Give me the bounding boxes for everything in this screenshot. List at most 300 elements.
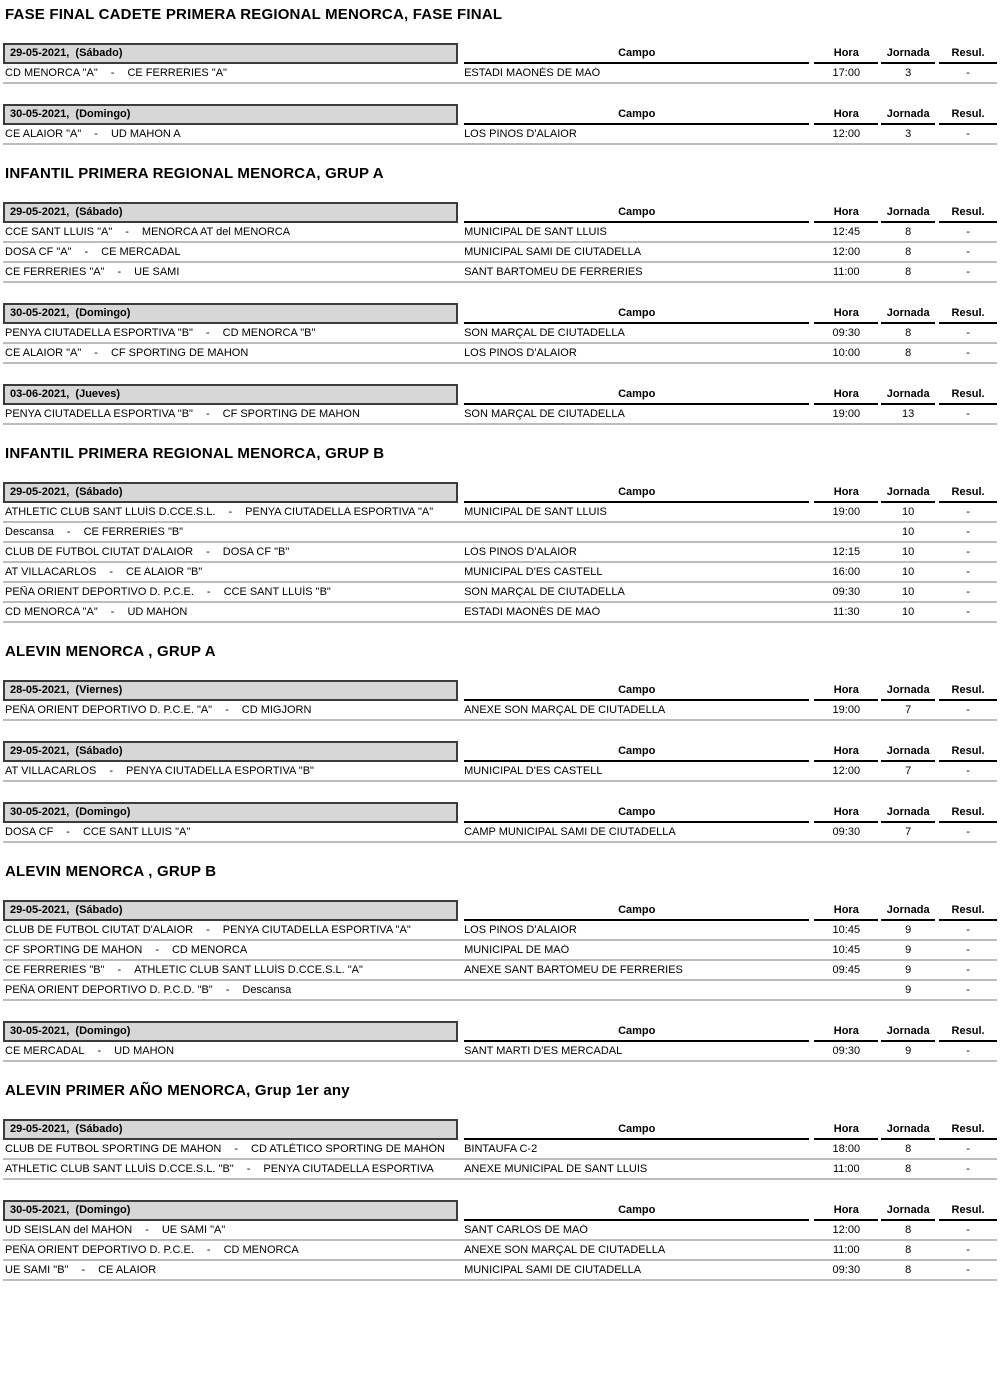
- match-hora: 12:00: [832, 246, 861, 258]
- match-resul: -: [966, 67, 970, 79]
- away-team: CD ATLÉTICO SPORTING DE MAHÓN: [251, 1143, 445, 1155]
- match-jornada: 8: [905, 1244, 912, 1256]
- match-teams: [3, 226, 458, 238]
- match-jornada: 13: [902, 408, 915, 420]
- home-team: CF SPORTING DE MAHON: [5, 944, 143, 956]
- match-campo: ESTADI MAONÉS DE MAÓ: [464, 67, 601, 79]
- home-team: CD MENORCA "A": [5, 67, 98, 79]
- match-jornada: 7: [905, 704, 912, 716]
- teams-separator: -: [110, 606, 115, 618]
- date-header: 30-05-2021, (Domingo): [3, 802, 458, 823]
- match-hora: 09:30: [832, 1264, 861, 1276]
- match-hora: 17:00: [832, 67, 861, 79]
- match-jornada: 9: [905, 924, 912, 936]
- match-teams: [3, 67, 458, 79]
- match-jornada: 9: [905, 1045, 912, 1057]
- match-campo: ANEXE SON MARÇAL DE CIUTADELLA: [464, 1244, 666, 1256]
- match-resul: -: [966, 606, 970, 618]
- match-row: [3, 223, 997, 243]
- home-team: CD MENORCA "A": [5, 606, 98, 618]
- home-team: CCE SANT LLUIS "A": [5, 226, 113, 238]
- match-campo: SON MARÇAL DE CIUTADELLA: [464, 327, 625, 339]
- column-header-jornada: Jornada: [881, 806, 935, 823]
- match-hora: 09:45: [832, 964, 861, 976]
- home-team: CLUB DE FUTBOL SPORTING DE MAHON: [5, 1143, 222, 1155]
- date-header: 03-06-2021, (Jueves): [3, 384, 458, 405]
- column-header-hora: Hora: [814, 904, 878, 921]
- match-hora: 09:30: [832, 1045, 861, 1057]
- home-team: AT VILLACARLOS: [5, 566, 97, 578]
- match-hora: 11:00: [832, 1244, 860, 1256]
- table-header-row: [3, 43, 997, 64]
- date-header: 30-05-2021, (Domingo): [3, 303, 458, 324]
- teams-separator: -: [206, 586, 211, 598]
- table-header-row: [3, 303, 997, 324]
- date-group: [3, 202, 997, 283]
- match-resul: -: [966, 1045, 970, 1057]
- away-team: CE ALAIOR "B": [125, 566, 203, 578]
- match-hora: 10:45: [832, 924, 861, 936]
- column-header-campo: Campo: [464, 684, 809, 701]
- match-jornada: 10: [902, 606, 915, 618]
- section-title: INFANTIL PRIMERA REGIONAL MENORCA, GRUP B: [5, 445, 385, 462]
- column-header-campo: Campo: [464, 307, 809, 324]
- league-section: [3, 1082, 997, 1281]
- match-hora: 19:00: [832, 408, 861, 420]
- teams-separator: -: [109, 765, 113, 777]
- match-jornada: 9: [905, 984, 912, 996]
- section-title: FASE FINAL CADETE PRIMERA REGIONAL MENORCA, FASE FINAL: [5, 6, 503, 23]
- match-teams: [3, 1045, 458, 1057]
- match-jornada: 8: [905, 246, 912, 258]
- match-campo: ANEXE MUNICIPAL DE SANT LLUIS: [464, 1163, 648, 1175]
- match-resul: -: [966, 526, 970, 538]
- column-header-hora: Hora: [814, 684, 878, 701]
- date-group: [3, 802, 997, 843]
- teams-separator: -: [225, 984, 230, 996]
- match-campo: SANT CARLOS DE MAÓ: [464, 1224, 588, 1236]
- match-resul: -: [966, 1143, 970, 1155]
- match-campo: SON MARÇAL DE CIUTADELLA: [464, 408, 625, 420]
- match-resul: -: [966, 964, 970, 976]
- match-jornada: 8: [905, 1264, 912, 1276]
- column-header-jornada: Jornada: [881, 1204, 935, 1221]
- match-resul: -: [966, 128, 970, 140]
- away-team: CD MENORCA "B": [222, 327, 316, 339]
- match-jornada: 8: [905, 1143, 912, 1155]
- column-header-campo: Campo: [464, 486, 809, 503]
- teams-separator: -: [109, 566, 113, 578]
- match-campo: LOS PINOS D'ALAIOR: [464, 128, 577, 140]
- date-header: 29-05-2021, (Sábado): [3, 43, 458, 64]
- home-team: DOSA CF "A": [5, 246, 72, 258]
- date-header: 29-05-2021, (Sábado): [3, 202, 458, 223]
- match-resul: -: [966, 266, 970, 278]
- home-team: DOSA CF: [5, 826, 54, 838]
- column-header-hora: Hora: [814, 1025, 878, 1042]
- match-jornada: 8: [905, 1224, 912, 1236]
- match-teams: [3, 1224, 458, 1236]
- match-row: [3, 1160, 997, 1180]
- away-team: CE MERCADAL: [101, 246, 181, 258]
- teams-separator: -: [205, 408, 210, 420]
- table-header-row: [3, 680, 997, 701]
- home-team: AT VILLACARLOS: [5, 765, 97, 777]
- home-team: PEÑA ORIENT DEPORTIVO D. P.C.E.: [5, 586, 194, 598]
- match-resul: -: [966, 408, 970, 420]
- teams-separator: -: [94, 128, 98, 140]
- date-header: 29-05-2021, (Sábado): [3, 741, 458, 762]
- date-group: [3, 900, 997, 1001]
- match-row: [3, 563, 997, 583]
- match-row: [3, 823, 997, 843]
- match-row: [3, 583, 997, 603]
- away-team: UD MAHON: [114, 1045, 175, 1057]
- match-campo: ANEXE SON MARÇAL DE CIUTADELLA: [464, 704, 666, 716]
- match-campo: MUNICIPAL DE SANT LLUIS: [464, 226, 607, 238]
- column-header-resul: Resul.: [939, 806, 997, 823]
- match-row: [3, 762, 997, 782]
- table-header-row: [3, 384, 997, 405]
- column-header-resul: Resul.: [939, 1025, 997, 1042]
- home-team: Descansa: [5, 526, 54, 538]
- match-campo: SANT BARTOMEU DE FERRERIES: [464, 266, 643, 278]
- column-header-hora: Hora: [814, 486, 878, 503]
- column-header-campo: Campo: [464, 1204, 809, 1221]
- column-header-jornada: Jornada: [881, 206, 935, 223]
- table-header-row: [3, 802, 997, 823]
- teams-separator: -: [97, 1045, 102, 1057]
- away-team: CD MIGJORN: [241, 704, 312, 716]
- section-title: ALEVIN MENORCA , GRUP B: [5, 863, 217, 880]
- match-teams: [3, 944, 458, 956]
- match-campo: SON MARÇAL DE CIUTADELLA: [464, 586, 625, 598]
- match-row: [3, 125, 997, 145]
- match-row: [3, 941, 997, 961]
- match-teams: [3, 546, 458, 558]
- teams-separator: -: [110, 67, 115, 79]
- column-header-hora: Hora: [814, 206, 878, 223]
- home-team: PENYA CIUTADELLA ESPORTIVA "B": [5, 408, 193, 420]
- home-team: CE FERRERIES "B": [5, 964, 105, 976]
- match-teams: [3, 1244, 458, 1256]
- column-header-campo: Campo: [464, 47, 809, 64]
- date-header: 29-05-2021, (Sábado): [3, 482, 458, 503]
- away-team: ATHLETIC CLUB SANT LLUÍS D.CCE.S.L. "A": [134, 964, 363, 976]
- teams-separator: -: [155, 944, 159, 956]
- date-group: [3, 43, 997, 84]
- table-header-row: [3, 1119, 997, 1140]
- date-header: 29-05-2021, (Sábado): [3, 900, 458, 921]
- column-header-jornada: Jornada: [881, 904, 935, 921]
- section-title: INFANTIL PRIMERA REGIONAL MENORCA, GRUP A: [5, 165, 384, 182]
- section-title: ALEVIN MENORCA , GRUP A: [5, 643, 216, 660]
- match-campo: MUNICIPAL DE SANT LLUIS: [464, 506, 607, 518]
- match-hora: 10:00: [832, 347, 861, 359]
- match-hora: 09:30: [832, 327, 861, 339]
- date-group: [3, 741, 997, 782]
- away-team: UE SAMI: [134, 266, 180, 278]
- match-teams: [3, 964, 458, 976]
- match-resul: -: [966, 704, 970, 716]
- away-team: PENYA CIUTADELLA ESPORTIVA: [263, 1163, 434, 1175]
- match-campo: BINTAUFA C-2: [464, 1143, 538, 1155]
- match-teams: [3, 924, 458, 936]
- teams-separator: -: [125, 226, 129, 238]
- match-teams: [3, 506, 458, 518]
- teams-separator: -: [117, 964, 122, 976]
- match-teams: [3, 1163, 458, 1175]
- column-header-jornada: Jornada: [881, 108, 935, 125]
- league-section: [3, 165, 997, 425]
- match-teams: [3, 765, 458, 777]
- match-teams: [3, 586, 458, 598]
- match-row: [3, 1140, 997, 1160]
- teams-separator: -: [117, 266, 122, 278]
- date-header: 30-05-2021, (Domingo): [3, 1021, 458, 1042]
- away-team: CCE SANT LLUÍS "B": [223, 586, 331, 598]
- match-resul: -: [966, 347, 970, 359]
- match-teams: [3, 704, 458, 716]
- table-header-row: [3, 482, 997, 503]
- league-section: [3, 6, 997, 145]
- match-jornada: 3: [905, 128, 912, 140]
- away-team: CE FERRERIES "B": [83, 526, 184, 538]
- teams-separator: -: [206, 1244, 211, 1256]
- teams-separator: -: [145, 1224, 149, 1236]
- column-header-resul: Resul.: [939, 1204, 997, 1221]
- match-resul: -: [966, 246, 970, 258]
- away-team: CE ALAIOR: [98, 1264, 157, 1276]
- match-hora: 09:30: [832, 586, 861, 598]
- away-team: PENYA CIUTADELLA ESPORTIVA "B": [125, 765, 314, 777]
- match-teams: [3, 246, 458, 258]
- match-resul: -: [966, 226, 970, 238]
- date-group: [3, 482, 997, 623]
- match-campo: MUNICIPAL SAMI DE CIUTADELLA: [464, 246, 642, 258]
- home-team: CE FERRERIES "A": [5, 266, 105, 278]
- match-teams: [3, 347, 458, 359]
- column-header-campo: Campo: [464, 904, 809, 921]
- match-resul: -: [966, 1264, 970, 1276]
- match-teams: [3, 1143, 458, 1155]
- column-header-campo: Campo: [464, 206, 809, 223]
- home-team: CE ALAIOR "A": [5, 128, 82, 140]
- column-header-jornada: Jornada: [881, 307, 935, 324]
- home-team: ATHLETIC CLUB SANT LLUÍS D.CCE.S.L.: [5, 506, 216, 518]
- teams-separator: -: [206, 924, 210, 936]
- match-teams: [3, 128, 458, 140]
- column-header-resul: Resul.: [939, 206, 997, 223]
- column-header-hora: Hora: [814, 1123, 878, 1140]
- column-header-hora: Hora: [814, 108, 878, 125]
- league-section: [3, 643, 997, 843]
- teams-separator: -: [66, 826, 70, 838]
- match-hora: 12:00: [832, 128, 861, 140]
- match-jornada: 8: [905, 327, 912, 339]
- match-jornada: 10: [902, 526, 915, 538]
- match-jornada: 8: [905, 266, 912, 278]
- home-team: CE MERCADAL: [5, 1045, 85, 1057]
- away-team: DOSA CF "B": [222, 546, 290, 558]
- date-header: 29-05-2021, (Sábado): [3, 1119, 458, 1140]
- teams-separator: -: [234, 1143, 239, 1155]
- match-resul: -: [966, 924, 970, 936]
- home-team: CLUB DE FUTBOL CIUTAT D'ALAIOR: [5, 546, 194, 558]
- column-header-hora: Hora: [814, 307, 878, 324]
- teams-separator: -: [84, 246, 89, 258]
- column-header-hora: Hora: [814, 806, 878, 823]
- date-group: [3, 1119, 997, 1180]
- match-row: [3, 1261, 997, 1281]
- teams-separator: -: [206, 546, 210, 558]
- match-resul: -: [966, 1244, 970, 1256]
- match-resul: -: [966, 546, 970, 558]
- home-team: PENYA CIUTADELLA ESPORTIVA "B": [5, 327, 193, 339]
- column-header-resul: Resul.: [939, 486, 997, 503]
- match-teams: [3, 266, 458, 278]
- match-row: [3, 503, 997, 523]
- column-header-jornada: Jornada: [881, 745, 935, 762]
- date-group: [3, 104, 997, 145]
- away-team: CD MENORCA: [223, 1244, 299, 1256]
- home-team: PEÑA ORIENT DEPORTIVO D. P.C.E. "A": [5, 704, 213, 716]
- match-resul: -: [966, 566, 970, 578]
- match-campo: LOS PINOS D'ALAIOR: [464, 924, 577, 936]
- table-header-row: [3, 741, 997, 762]
- teams-separator: -: [225, 704, 229, 716]
- column-header-campo: Campo: [464, 745, 809, 762]
- match-row: [3, 523, 997, 543]
- match-resul: -: [966, 1224, 970, 1236]
- match-jornada: 8: [905, 226, 912, 238]
- date-header: 28-05-2021, (Viernes): [3, 680, 458, 701]
- match-jornada: 10: [902, 546, 915, 558]
- teams-separator: -: [205, 327, 210, 339]
- match-campo: MUNICIPAL D'ES CASTELL: [464, 566, 603, 578]
- match-hora: 12:45: [832, 226, 861, 238]
- column-header-resul: Resul.: [939, 1123, 997, 1140]
- match-row: [3, 543, 997, 563]
- match-jornada: 7: [905, 826, 912, 838]
- match-hora: 11:30: [832, 606, 860, 618]
- away-team: MENORCA AT del MENORCA: [141, 226, 291, 238]
- match-jornada: 10: [902, 586, 915, 598]
- column-header-campo: Campo: [464, 108, 809, 125]
- teams-separator: -: [94, 347, 98, 359]
- match-resul: -: [966, 327, 970, 339]
- home-team: ATHLETIC CLUB SANT LLUÍS D.CCE.S.L. "B": [5, 1163, 234, 1175]
- match-teams: [3, 408, 458, 420]
- table-header-row: [3, 900, 997, 921]
- home-team: PEÑA ORIENT DEPORTIVO D. P.C.D. "B": [5, 984, 213, 996]
- match-resul: -: [966, 984, 970, 996]
- column-header-campo: Campo: [464, 806, 809, 823]
- away-team: CE FERRERIES "A": [127, 67, 227, 79]
- match-campo: LOS PINOS D'ALAIOR: [464, 347, 577, 359]
- column-header-hora: Hora: [814, 745, 878, 762]
- match-hora: 18:00: [832, 1143, 861, 1155]
- match-campo: MUNICIPAL D'ES CASTELL: [464, 765, 603, 777]
- column-header-hora: Hora: [814, 47, 878, 64]
- match-jornada: 8: [905, 1163, 912, 1175]
- date-header: 30-05-2021, (Domingo): [3, 104, 458, 125]
- match-resul: -: [966, 826, 970, 838]
- column-header-resul: Resul.: [939, 388, 997, 405]
- column-header-jornada: Jornada: [881, 486, 935, 503]
- away-team: CCE SANT LLUIS "A": [82, 826, 191, 838]
- match-hora: 19:00: [832, 506, 861, 518]
- away-team: PENYA CIUTADELLA ESPORTIVA "A": [245, 506, 434, 518]
- table-header-row: [3, 1021, 997, 1042]
- match-row: [3, 64, 997, 84]
- date-group: [3, 680, 997, 721]
- match-campo: ESTADI MAONÉS DE MAÓ: [464, 606, 601, 618]
- match-row: [3, 1241, 997, 1261]
- column-header-jornada: Jornada: [881, 1123, 935, 1140]
- match-campo: MUNICIPAL DE MAÓ: [464, 944, 570, 956]
- match-jornada: 7: [905, 765, 912, 777]
- match-hora: 16:00: [832, 566, 861, 578]
- column-header-campo: Campo: [464, 1123, 809, 1140]
- column-header-hora: Hora: [814, 388, 878, 405]
- away-team: Descansa: [242, 984, 292, 996]
- match-row: [3, 603, 997, 623]
- match-campo: ANEXE SANT BARTOMEU DE FERRERIES: [464, 964, 683, 976]
- date-group: [3, 303, 997, 364]
- date-group: [3, 1200, 997, 1281]
- home-team: CLUB DE FUTBOL CIUTAT D'ALAIOR: [5, 924, 194, 936]
- date-group: [3, 384, 997, 425]
- match-row: [3, 1221, 997, 1241]
- match-row: [3, 701, 997, 721]
- match-jornada: 10: [902, 566, 915, 578]
- home-team: UE SAMI "B": [5, 1264, 69, 1276]
- column-header-resul: Resul.: [939, 307, 997, 324]
- home-team: PEÑA ORIENT DEPORTIVO D. P.C.E.: [5, 1244, 194, 1256]
- match-teams: [3, 826, 458, 838]
- date-header: 30-05-2021, (Domingo): [3, 1200, 458, 1221]
- teams-separator: -: [228, 506, 233, 518]
- column-header-hora: Hora: [814, 1204, 878, 1221]
- league-section: [3, 445, 997, 623]
- column-header-campo: Campo: [464, 1025, 809, 1042]
- table-header-row: [3, 1200, 997, 1221]
- table-header-row: [3, 202, 997, 223]
- away-team: UE SAMI "A": [161, 1224, 226, 1236]
- column-header-jornada: Jornada: [881, 388, 935, 405]
- match-row: [3, 981, 997, 1001]
- match-resul: -: [966, 506, 970, 518]
- match-campo: CAMP MUNICIPAL SAMI DE CIUTADELLA: [464, 826, 676, 838]
- match-resul: -: [966, 586, 970, 598]
- match-hora: 19:00: [832, 704, 861, 716]
- column-header-resul: Resul.: [939, 745, 997, 762]
- match-resul: -: [966, 765, 970, 777]
- away-team: UD MAHON: [127, 606, 188, 618]
- match-row: [3, 344, 997, 364]
- match-hora: 12:00: [832, 1224, 861, 1236]
- match-campo: SANT MARTI D'ES MERCADAL: [464, 1045, 623, 1057]
- home-team: UD SEISLAN del MAHON: [5, 1224, 133, 1236]
- section-title: ALEVIN PRIMER AÑO MENORCA, Grup 1er any: [5, 1082, 350, 1099]
- away-team: CF SPORTING DE MAHON: [110, 347, 249, 359]
- match-row: [3, 263, 997, 283]
- match-hora: 12:00: [832, 765, 861, 777]
- column-header-jornada: Jornada: [881, 47, 935, 64]
- date-group: [3, 1021, 997, 1062]
- column-header-campo: Campo: [464, 388, 809, 405]
